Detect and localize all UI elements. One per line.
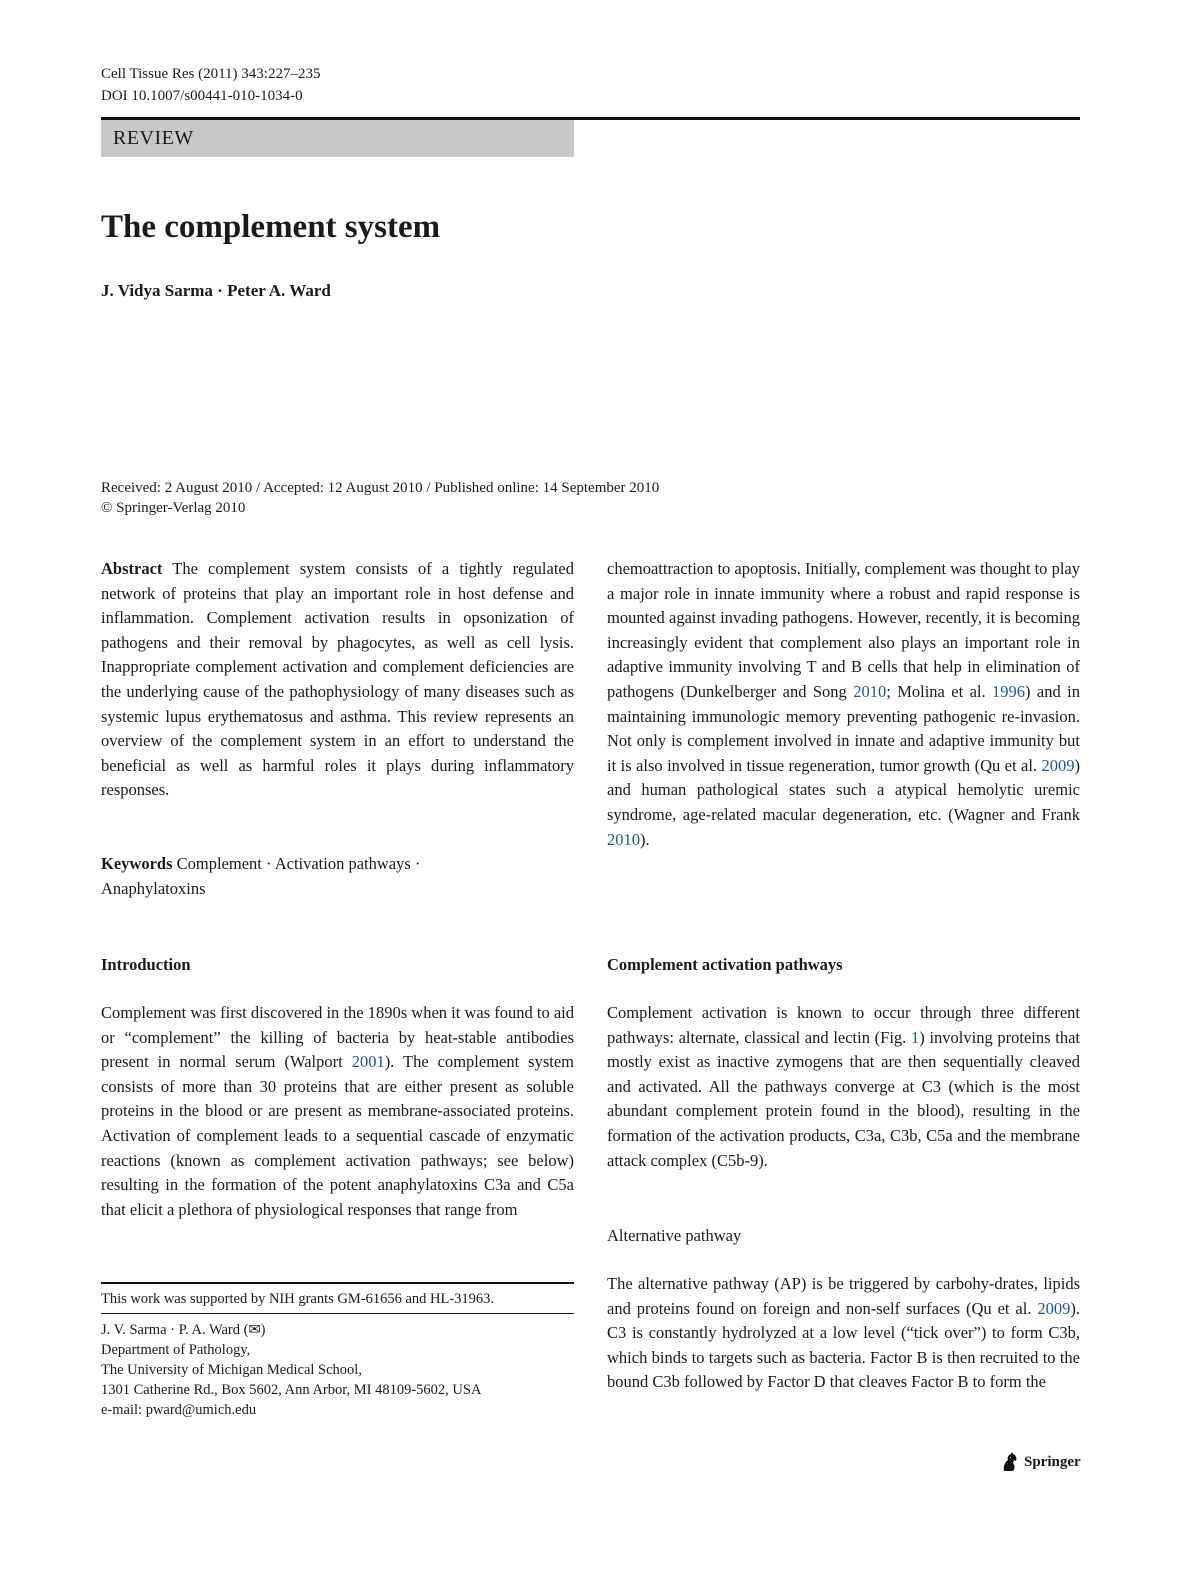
text-run: ) and in maintaining immunologic memory preventing pathogenic re-invasion. Not only is complement involved in innate and adaptive immunity but it is also involved in tissue regeneration, tumor growth (Qu et al. xyxy=(607,681,1080,775)
intro-text-2: ). The complement system consists of more than 30 proteins that are either present as soluble proteins in the blood or are present as membrane-associated proteins. Activation of complement leads to a sequential cascade of enzymatic reactions (known as complement activation pathways; see below) resulting in the formation of the potent anaphylatoxins C3a and C5a that elicit a plethora of physiological responses that range from xyxy=(101,1052,574,1219)
doi: DOI 10.1007/s00441-010-1034-0 xyxy=(101,88,303,104)
introduction-text xyxy=(101,1001,574,1222)
authors: J. Vidya Sarma · Peter A. Ward xyxy=(101,281,331,300)
intro-text-1: Complement was first discovered in the 1890s when it was found to aid or “complement” the killing of bacteria by heat-stable antibodies present in normal serum (Walport xyxy=(101,1003,574,1072)
alternative-text xyxy=(607,1272,1080,1395)
intro-continuation xyxy=(607,557,1080,852)
subsection-heading-alternative: Alternative pathway xyxy=(607,1226,742,1245)
citation-link[interactable]: 2009 xyxy=(1037,1298,1071,1318)
citation-link[interactable]: 2010 xyxy=(853,681,887,701)
activation-text xyxy=(607,1001,1080,1173)
text-run: ; Molina et al. xyxy=(886,681,993,701)
citation-link[interactable]: 2001 xyxy=(351,1052,385,1072)
affiliation-address: 1301 Catherine Rd., Box 5602, Ann Arbor, MI 48109-5602, USA xyxy=(101,1382,482,1398)
text-run: ) involving proteins that mostly exist as inactive zymogens that are then sequentially cleaved and activated. All the pathways converge at C3 (which is the most abundant complement protein found in the blood), resulting in the formation of the activation products, C3a, C3b, C5a and the membrane attack complex (C5b-9). xyxy=(607,1027,1080,1170)
figure-link[interactable]: 1 xyxy=(911,1027,920,1047)
abstract-label: Abstract xyxy=(101,559,163,578)
text-run: ) and human pathological states such a atypical hemolytic uremic syndrome, age-related macular degeneration, etc. (Wagner and Frank xyxy=(607,755,1080,824)
affiliation-school: The University of Michigan Medical School, xyxy=(101,1362,362,1378)
dates-line: Received: 2 August 2010 / Accepted: 12 August 2010 / Published online: 14 September 2010 xyxy=(101,480,660,496)
springer-horse-icon xyxy=(1000,1451,1020,1473)
springer-logo xyxy=(1000,1450,1081,1474)
funding-note: This work was supported by NIH grants GM-61656 and HL-31963. xyxy=(101,1291,495,1307)
section-heading-introduction: Introduction xyxy=(101,955,191,974)
text-run: ). C3 is constantly hydrolyzed at a low level (“tick over”) to form C3b, which binds to targets such as bacteria. Factor B is then recruited to the bound C3b followed by Factor D that cleaves Factor B to form the xyxy=(607,1298,1080,1392)
article-type-band: REVIEW xyxy=(101,120,574,157)
keywords-label: Keywords xyxy=(101,854,173,873)
affiliation-email[interactable]: e-mail: pward@umich.edu xyxy=(101,1402,257,1418)
citation-link[interactable]: 1996 xyxy=(992,681,1026,701)
publication-dates xyxy=(101,478,659,518)
text-run: Complement activation is known to occur through three different pathways: alternate, classical and lectin (Fig. xyxy=(607,1003,1080,1047)
keywords-text: Complement · Activation pathways · Anaphylatoxins xyxy=(101,854,421,898)
text-run: ). xyxy=(640,829,650,849)
keywords xyxy=(101,852,521,901)
article-title: The complement system xyxy=(101,209,441,245)
abstract-text: The complement system consists of a tightly regulated network of proteins that play an important role in host defense and inflammation. Complement activation results in opsonization of pathogens and their removal by phagocytes, as well as cell lysis. Inappropriate complement activation and complement deficiencies are the underlying cause of the pathophysiology of many diseases such as systemic lupus erythematosus and asthma. This review represents an overview of the complement system in an effort to understand the beneficial as well as harmful roles it plays during inflammatory responses. xyxy=(101,559,574,800)
section-heading-activation: Complement activation pathways xyxy=(607,955,843,974)
citation-link[interactable]: 2009 xyxy=(1041,755,1075,775)
publisher-name: Springer xyxy=(1024,1454,1081,1470)
citation-link[interactable]: 2010 xyxy=(607,829,640,849)
journal-citation: Cell Tissue Res (2011) 343:227–235 xyxy=(101,66,321,82)
text-run: The alternative pathway (AP) is be triggered by carbohy-drates, lipids and proteins found on foreign and non-self surfaces (Qu et al. xyxy=(607,1274,1080,1318)
footnote-rule-thin xyxy=(101,1313,574,1314)
text-run: chemoattraction to apoptosis. Initially, complement was thought to play a major role in innate immunity where a robust and rapid response is mounted against invading pathogens. However, recently, it is becoming increasingly evident that complement also plays an important role in adaptive immunity involving T and B cells that help in elimination of pathogens (Dunkelberger and Song xyxy=(607,559,1080,701)
affiliation-authors: J. V. Sarma · P. A. Ward (✉) xyxy=(101,1322,266,1338)
affiliation-department: Department of Pathology, xyxy=(101,1342,251,1358)
affiliation xyxy=(101,1320,481,1420)
abstract xyxy=(101,557,574,803)
footnote-rule xyxy=(101,1282,574,1284)
copyright-line: © Springer-Verlag 2010 xyxy=(101,500,246,516)
